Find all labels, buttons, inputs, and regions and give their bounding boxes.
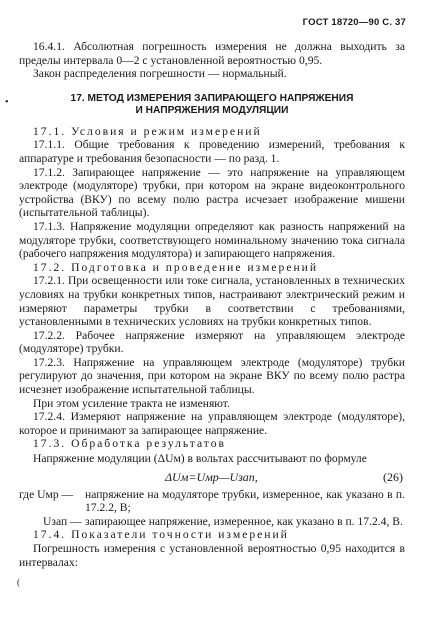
where-item-2 <box>19 515 405 529</box>
where-text-2: запирающее напряжение, измеренное, как указано в п. 17.2.4, В. <box>85 514 403 528</box>
paragraph-17-1-1: 17.1.1. Общие требования к проведению измерений, требования к аппаратуре и требования безопасности — по разд. 1. <box>19 138 405 165</box>
where-symbol-1: где Uмр — <box>19 487 74 501</box>
paragraph-17-2-1: 17.2.1. При освещенности или токе сигнала, установленных в технических условиях на трубки конкретных типов, настраивают электрический режим и измеряют параметры трубки в соответствии с требованиями, установленными в технических условиях на трубки конкретных типов. <box>19 274 405 329</box>
paragraph-17-2-4: 17.2.4. Измеряют напряжение на управляющем электроде (модуляторе), которое и принимают за запирающее напряжение. <box>19 410 405 437</box>
page-body <box>19 40 405 569</box>
paragraph-distribution: Закон распределения погрешности — нормальный. <box>33 67 287 81</box>
formula-number: (26) <box>383 469 403 484</box>
heading-17-4: 17.4. Показатели точности измерений <box>33 528 289 542</box>
paragraph-17-2-3: 17.2.3. Напряжение на управляющем электроде (модуляторе) трубки регулируют до значения, при котором на экране ВКУ по всему полю растра исчезнет изображение испытательной таблицы. <box>19 355 405 397</box>
paragraph-17-1-2: 17.1.2. Запирающее напряжение — это напряжение на управляющем электроде (модуляторе) трубки, при котором на экране видеоконтрольного устройства (ВКУ) по всему полю растра исчезает изображение мишени (испытательной таблицы). <box>19 165 405 220</box>
paragraph-17-2-3-note: При этом усиление тракта не изменяют. <box>33 396 230 410</box>
paragraph-17-2-2: 17.2.2. Рабочее напряжение измеряют на управляющем электроде (модуляторе) трубки. <box>19 328 405 356</box>
margin-dot: • <box>5 97 9 108</box>
formula-26 <box>19 466 405 488</box>
paragraph-16-4-1: 16.4.1. Абсолютная погрешность измерения не должна выходить за пределы интервала 0—2 с установленной вероятностью 0,95. <box>19 40 405 67</box>
section-title-line-1: 17. МЕТОД ИЗМЕРЕНИЯ ЗАПИРАЮЩЕГО НАПРЯЖЕНИЯ <box>70 92 354 104</box>
margin-mark: ( <box>17 577 20 587</box>
section-title <box>19 93 405 118</box>
paragraph-17-4: Погрешность измерения с установленной вероятностью 0,95 находится в интервалах: <box>19 542 405 569</box>
page-header: ГОСТ 18720—90 С. 37 <box>302 17 406 28</box>
section-title-line-2: И НАПРЯЖЕНИЯ МОДУЛЯЦИИ <box>135 105 289 117</box>
heading-17-2: 17.2. Подготовка и проведение измерений <box>33 260 319 274</box>
formula-intro: Напряжение модуляции (ΔUм) в вольтах рассчитывают по формуле <box>33 452 367 466</box>
heading-17-3: 17.3. Обработка результатов <box>33 437 226 451</box>
paragraph-17-1-3: 17.1.3. Напряжение модуляции определяют как разность напряжений на модуляторе трубки, соответствующего номинальному значению тока сигнала (рабочего напряжения модулятора) и запирающего напряжения. <box>19 219 405 261</box>
where-item-1 <box>19 488 405 515</box>
where-symbol-2: Uзап — <box>43 514 82 528</box>
heading-17-1: 17.1. Условия и режим измерений <box>33 124 262 138</box>
where-text-1: напряжение на модуляторе трубки, измеренное, как указано в п. 17.2.2, В; <box>85 487 405 515</box>
formula-expression: ΔUм=Uмр—Uзап, <box>165 469 258 484</box>
